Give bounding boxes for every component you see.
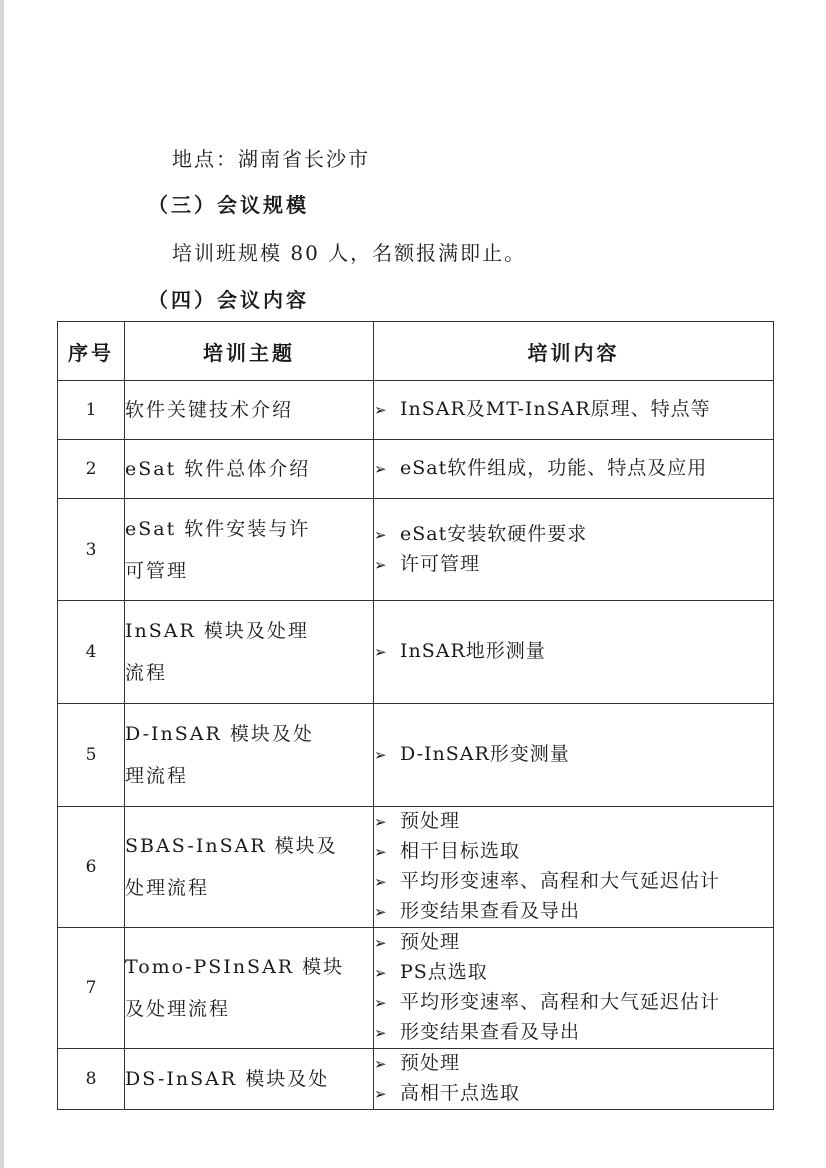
- topic-line: 软件关键技术介绍: [125, 399, 294, 421]
- list-item: [374, 958, 773, 988]
- row-topic: [125, 440, 374, 499]
- item-text: InSAR地形测量: [400, 640, 546, 662]
- row-content: [374, 381, 774, 440]
- page-edge: [0, 0, 4, 1168]
- training-content-table: [57, 321, 774, 1110]
- row-topic: [125, 601, 374, 704]
- topic-line: DS-InSAR 模块及处: [125, 1068, 330, 1090]
- list-item: [374, 454, 773, 484]
- arrow-bullet-icon: ➢: [374, 994, 388, 1012]
- list-item: [374, 867, 773, 897]
- row-no: 6: [58, 807, 125, 928]
- topic-line: Tomo-PSInSAR 模块: [125, 956, 345, 978]
- topic-line: 处理流程: [125, 877, 210, 899]
- row-topic: [125, 807, 374, 928]
- table-row: [58, 1049, 774, 1110]
- list-item: [374, 897, 773, 927]
- row-topic: [125, 499, 374, 601]
- item-text: 预处理: [400, 810, 461, 832]
- row-topic: [125, 381, 374, 440]
- header-content: 培训内容: [374, 322, 774, 381]
- row-no: 5: [58, 704, 125, 807]
- item-text: 许可管理: [400, 552, 481, 575]
- arrow-bullet-icon: ➢: [374, 643, 388, 661]
- row-content: [374, 704, 774, 807]
- list-item: [374, 550, 773, 580]
- item-text: D-InSAR形变测量: [400, 743, 570, 765]
- table-row: [58, 704, 774, 807]
- table-row: [58, 440, 774, 499]
- list-item: [374, 988, 773, 1018]
- arrow-bullet-icon: ➢: [374, 555, 388, 574]
- arrow-bullet-icon: ➢: [374, 1024, 388, 1042]
- list-item: [374, 1079, 773, 1109]
- row-no: 2: [58, 440, 125, 499]
- scale-text: 培训班规模 80 人，名额报满即止。: [172, 241, 527, 265]
- list-item: [374, 520, 773, 550]
- row-topic: [125, 704, 374, 807]
- item-text: 形变结果查看及导出: [400, 1021, 581, 1043]
- topic-line: eSat 软件总体介绍: [125, 458, 311, 480]
- item-text: InSAR及MT-InSAR原理、特点等: [400, 398, 711, 420]
- section-heading-scale: （三）会议规模: [148, 193, 309, 217]
- list-item: [374, 637, 773, 667]
- item-text: 相干目标选取: [400, 840, 521, 862]
- topic-line: SBAS-InSAR 模块及: [125, 835, 338, 857]
- row-content: [374, 1049, 774, 1110]
- table-row: [58, 499, 774, 601]
- topic-line: InSAR 模块及处理: [125, 620, 309, 642]
- row-topic: [125, 1049, 374, 1110]
- row-content: [374, 807, 774, 928]
- item-text: PS点选取: [400, 961, 488, 983]
- item-text: 高相干点选取: [400, 1082, 521, 1104]
- row-content: [374, 440, 774, 499]
- row-no: 7: [58, 928, 125, 1049]
- row-content: [374, 499, 774, 601]
- header-topic: 培训主题: [125, 322, 374, 381]
- item-text: 预处理: [400, 931, 461, 953]
- table-row: [58, 601, 774, 704]
- item-text: 平均形变速率、高程和大气延迟估计: [400, 870, 721, 892]
- arrow-bullet-icon: ➢: [374, 843, 388, 861]
- item-text: eSat软件组成，功能、特点及应用: [400, 457, 708, 479]
- arrow-bullet-icon: ➢: [374, 1085, 388, 1103]
- row-topic: [125, 928, 374, 1049]
- topic-line: D-InSAR 模块及处: [125, 723, 314, 745]
- location-line: 地点：湖南省长沙市: [172, 147, 370, 171]
- list-item: [374, 740, 773, 770]
- arrow-bullet-icon: ➢: [374, 1055, 388, 1073]
- row-no: 3: [58, 499, 125, 601]
- list-item: [374, 395, 773, 425]
- arrow-bullet-icon: ➢: [374, 813, 388, 831]
- item-text: 平均形变速率、高程和大气延迟估计: [400, 991, 721, 1013]
- arrow-bullet-icon: ➢: [374, 964, 388, 982]
- item-text: eSat安装软硬件要求: [400, 522, 588, 545]
- list-item: [374, 837, 773, 867]
- section-heading-content: （四）会议内容: [148, 288, 309, 312]
- row-no: 4: [58, 601, 125, 704]
- arrow-bullet-icon: ➢: [374, 903, 388, 921]
- topic-line: 可管理: [125, 559, 189, 582]
- arrow-bullet-icon: ➢: [374, 873, 388, 891]
- table-header-row: [58, 322, 774, 381]
- arrow-bullet-icon: ➢: [374, 401, 388, 419]
- table-row: [58, 807, 774, 928]
- list-item: [374, 928, 773, 958]
- table-row: [58, 381, 774, 440]
- table-row: [58, 928, 774, 1049]
- list-item: [374, 1049, 773, 1079]
- row-no: 8: [58, 1049, 125, 1110]
- arrow-bullet-icon: ➢: [374, 460, 388, 478]
- row-no: 1: [58, 381, 125, 440]
- topic-line: 理流程: [125, 765, 189, 787]
- arrow-bullet-icon: ➢: [374, 934, 388, 952]
- item-text: 形变结果查看及导出: [400, 900, 581, 922]
- list-item: [374, 807, 773, 837]
- list-item: [374, 1018, 773, 1048]
- arrow-bullet-icon: ➢: [374, 525, 388, 544]
- row-content: [374, 928, 774, 1049]
- row-content: [374, 601, 774, 704]
- topic-line: 流程: [125, 662, 168, 684]
- arrow-bullet-icon: ➢: [374, 746, 388, 764]
- item-text: 预处理: [400, 1052, 461, 1074]
- topic-line: eSat 软件安装与许: [125, 517, 311, 540]
- topic-line: 及处理流程: [125, 998, 231, 1020]
- header-no: 序号: [58, 322, 125, 381]
